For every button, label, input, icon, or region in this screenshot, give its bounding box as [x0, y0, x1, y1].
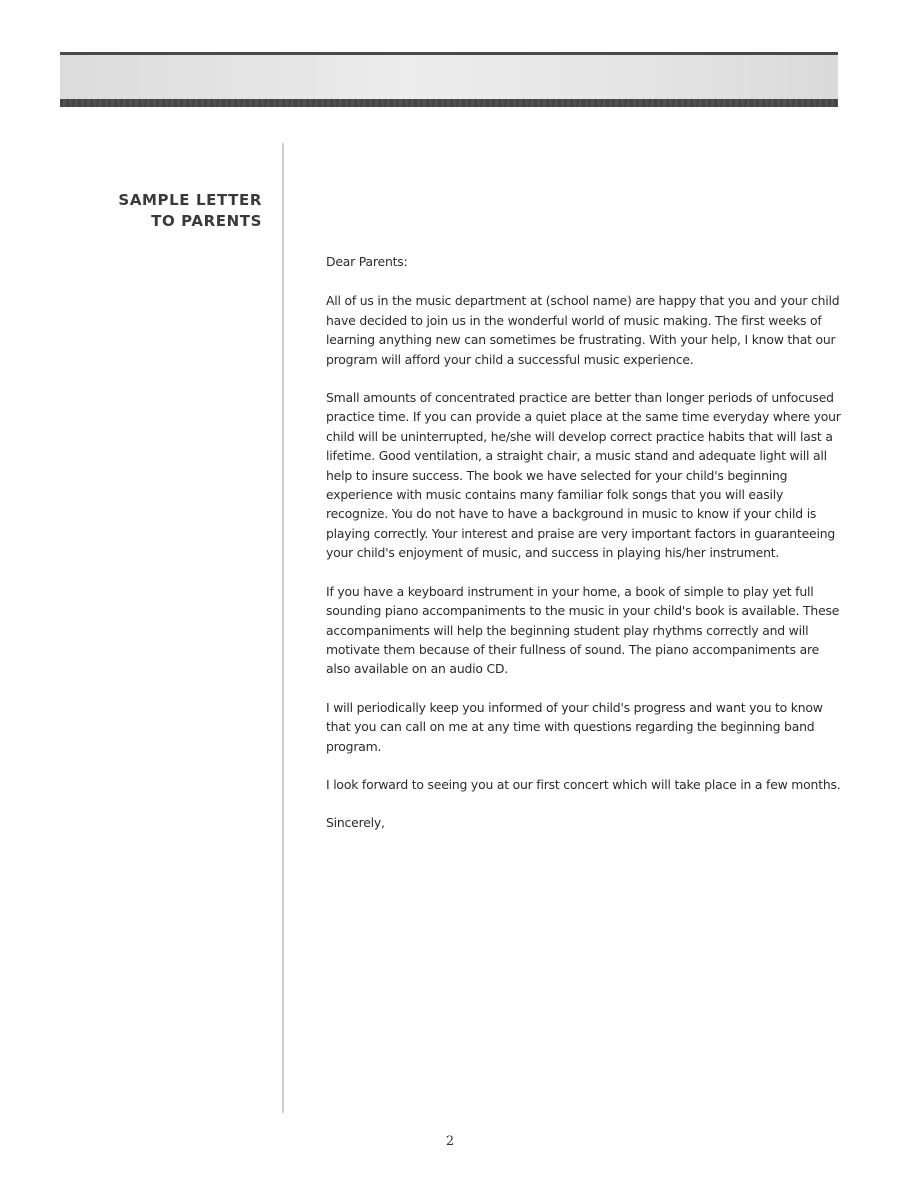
section-title-line-1: SAMPLE LETTER — [118, 191, 262, 209]
letter-paragraph-3: If you have a keyboard instrument in your home, a book of simple to play yet full sounding piano accompaniments to the music in your child's book is available. These accompaniments will help the beginning student play rhythms correctly and will motivate them because of their fullness of sound. The piano accompaniments are also available on an audio CD. — [326, 583, 840, 677]
section-title — [80, 190, 262, 232]
letter-paragraph-2: Small amounts of concentrated practice are better than longer periods of unfocused practice time. If you can provide a quiet place at the same time everyday where your child will be uninterrupted, he/she will develop correct practice habits that will last a lifetime. Good ventilation, a straight chair, a music stand and adequate light will all help to insure success. The book we have selected for your child's beginning experience with music contains many familiar folk songs that you will easily recognize. You do not have to have a background in music to know if your child is playing correctly. Your interest and praise are very important factors in guaranteeing your child's enjoyment of music, and success in playing his/her instrument. — [326, 390, 841, 561]
page-number: 2 — [445, 1134, 455, 1149]
letter-body — [326, 252, 846, 833]
letter-salutation: Dear Parents: — [326, 254, 408, 269]
header-bar — [60, 55, 838, 99]
letter-paragraph-4: I will periodically keep you informed of your child's progress and want you to know that you can call on me at any time with questions regarding the beginning band program. — [326, 699, 823, 754]
letter-closing: Sincerely, — [326, 815, 385, 831]
section-title-line-2: TO PARENTS — [151, 212, 262, 230]
header-bottom-band — [60, 99, 838, 107]
letter-paragraph-5: I look forward to seeing you at our first concert which will take place in a few months. — [326, 776, 841, 792]
vertical-divider — [282, 143, 284, 1113]
letter-paragraph-1: All of us in the music department at (school name) are happy that you and your child have decided to join us in the wonderful world of music making. The first weeks of learning anything new can sometimes be frustrating. With your help, I know that our program will afford your child a successful music experience. — [326, 293, 840, 367]
